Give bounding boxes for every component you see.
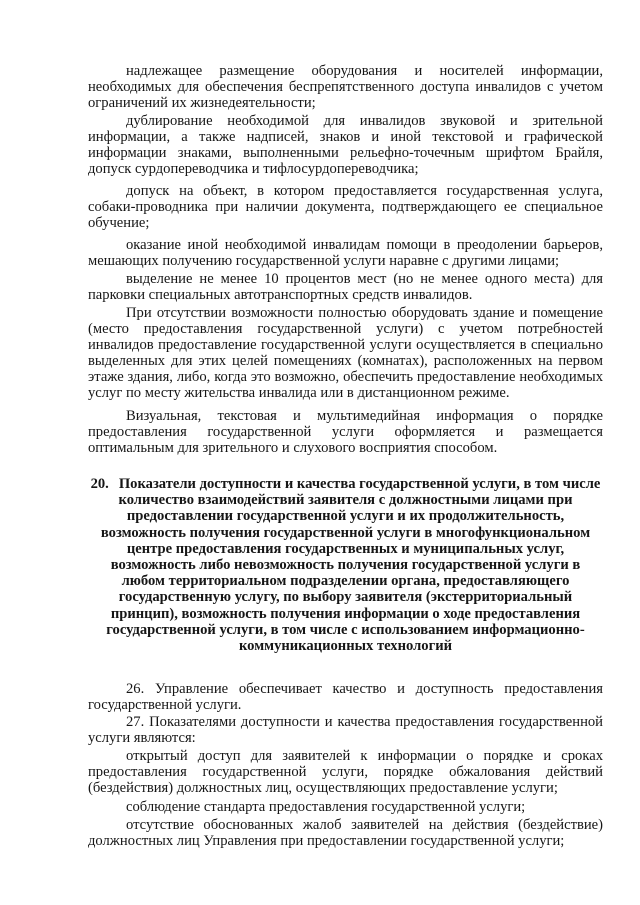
section-number: 20.: [90, 476, 109, 492]
paragraph: соблюдение стандарта предоставления государственной услуги;: [126, 799, 526, 815]
section-title: Показатели доступности и качества государственной услуги, в том числе количество взаимодействий заявителя с должностными лицами при предоставлении государственной услуги и их продолжительность, возможность получения государственной услуги в многофункциональном центре предоставления государственных и муниципальных услуг, возможность либо невозможность получения государственной услуги в любом территориальном подразделении органа, предоставляющего государственную услугу, по выбору заявителя (экстерриториальный принцип), возможность получения информации о ходе предоставления государственной услуги, в том числе с использованием информационно-коммуникационных технологий: [100, 476, 601, 655]
paragraph: допуск на объект, в котором предоставляется государственная услуга, собаки-проводника при наличии документа, подтверждающего ее специальное обучение;: [88, 183, 603, 231]
paragraph: оказание иной необходимой инвалидам помощи в преодолении барьеров, мешающих получению государственной услуги наравне с другими лицами;: [88, 237, 603, 269]
paragraph: открытый доступ для заявителей к информации о порядке и сроках предоставления государственной услуги, порядке обжалования действий (бездействия) должностных лиц, осуществляющих предоставление услуги;: [88, 748, 603, 796]
paragraph: Визуальная, текстовая и мультимедийная информация о порядке предоставления государственной услуги оформляется и размещается оптимальным для зрительного и слухового восприятия способом.: [88, 408, 603, 456]
paragraph: выделение не менее 10 процентов мест (но не менее одного места) для парковки специальных автотранспортных средств инвалидов.: [88, 271, 603, 303]
paragraph: 27. Показателями доступности и качества предоставления государственной услуги являются:: [88, 714, 603, 746]
paragraph: отсутствие обоснованных жалоб заявителей на действия (бездействие) должностных лиц Управления при предоставлении государственной услуги;: [88, 817, 603, 849]
paragraph: 26. Управление обеспечивает качество и доступность предоставления государственной услуги.: [88, 681, 603, 713]
section-heading: [88, 476, 603, 654]
paragraph: надлежащее размещение оборудования и носителей информации, необходимых для обеспечения беспрепятственного доступа инвалидов с учетом ограничений их жизнедеятельности;: [88, 63, 603, 111]
paragraph: дублирование необходимой для инвалидов звуковой и зрительной информации, а также надписей, знаков и иной текстовой и графической информации знаками, выполненными рельефно-точечным шрифтом Брайля, допуск сурдопереводчика и тифлосурдопереводчика;: [88, 113, 603, 177]
paragraph: При отсутствии возможности полностью оборудовать здание и помещение (место предоставления государственной услуги) с учетом потребностей инвалидов предоставление государственной услуги осуществляется в специально выделенных для этих целей помещениях (комнатах), расположенных на первом этаже здания, либо, когда это возможно, обеспечить предоставление необходимых услуг по месту жительства инвалида или в дистанционном режиме.: [88, 305, 603, 401]
